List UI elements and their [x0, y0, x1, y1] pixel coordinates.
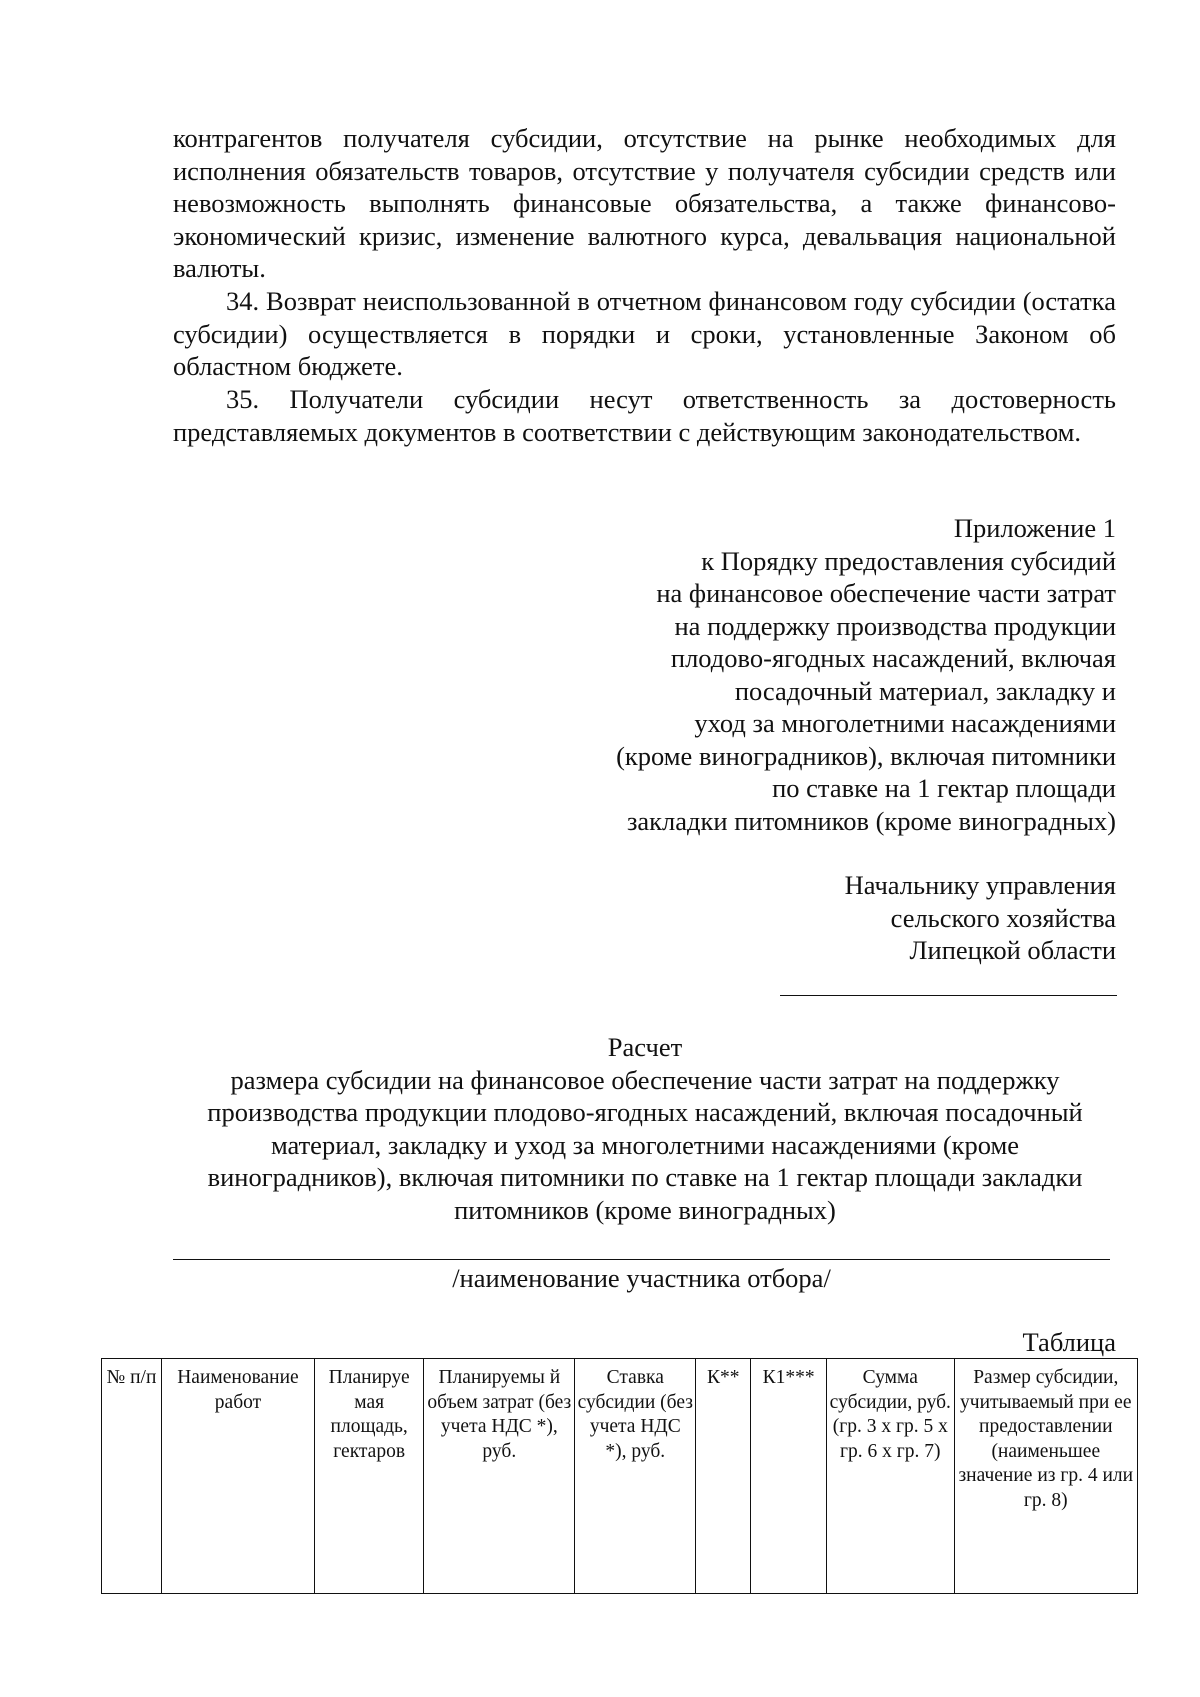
- paragraph-continuation: контрагентов получателя субсидии, отсутствие на рынке необходимых для исполнения обязательств товаров, отсутствие у получателя субсидии средств или невозможность выполнять финансовые обязательства, а также финансово-экономический кризис, изменение валютного курса, девальвация национальной валюты.: [173, 123, 1116, 283]
- header-cell-number: № п/п: [102, 1359, 162, 1594]
- header-cell-subsidy-sum: Сумма субсидии, руб. (гр. 3 х гр. 5 х гр. 6 х гр. 7): [827, 1359, 955, 1594]
- appendix-line: по ставке на 1 гектар площади: [772, 773, 1116, 803]
- addressee-block: [416, 869, 1116, 967]
- table-label: Таблица: [1022, 1327, 1116, 1357]
- addressee-line: Липецкой области: [909, 935, 1116, 965]
- header-cell-k: К**: [696, 1359, 751, 1594]
- header-cell-planned-area: Планируе мая площадь, гектаров: [314, 1359, 424, 1594]
- appendix-line: плодово-ягодных насаждений, включая: [670, 643, 1116, 673]
- appendix-header: [416, 512, 1116, 837]
- table-header-row: [102, 1359, 1138, 1594]
- appendix-line: посадочный материал, закладку и: [734, 675, 1116, 706]
- appendix-line: Приложение 1: [953, 513, 1116, 543]
- appendix-line: на финансовое обеспечение части затрат: [656, 578, 1116, 608]
- header-cell-k1: К1***: [751, 1359, 827, 1594]
- addressee-signature-line: [780, 995, 1117, 996]
- title-line: размера субсидии на финансовое обеспечение части затрат на поддержку: [230, 1064, 1060, 1095]
- addressee-line: сельского хозяйства: [890, 902, 1116, 933]
- paragraph-35: 35. Получатели субсидии несут ответственность за достоверность представляемых документов в соответствии с действующим законодательством.: [173, 384, 1116, 447]
- title-line: питомников (кроме виноградных): [454, 1194, 836, 1225]
- paragraph-34: 34. Возврат неиспользованной в отчетном финансовом году субсидии (остатка субсидии) осуществляется в порядки и сроки, установленные Законом об областном бюджете.: [173, 286, 1116, 381]
- header-cell-subsidy-size: Размер субсидии, учитываемый при ее предоставлении (наименьшее значение из гр. 4 или гр. 8): [954, 1359, 1137, 1594]
- addressee-line: Начальнику управления: [844, 870, 1116, 900]
- appendix-line: на поддержку производства продукции: [674, 610, 1116, 641]
- appendix-line: (кроме виноградников), включая питомники: [616, 740, 1116, 771]
- calculation-title: [150, 1031, 1140, 1226]
- participant-caption: /наименование участника отбора/: [452, 1263, 831, 1293]
- title-line: виноградников), включая питомники по ставке на 1 гектар площади закладки: [207, 1162, 1083, 1192]
- participant-name-line: [173, 1259, 1110, 1260]
- calculation-table: [101, 1358, 1138, 1594]
- header-cell-subsidy-rate: Ставка субсидии (без учета НДС *), руб.: [575, 1359, 696, 1594]
- title-line: материал, закладку и уход за многолетними насаждениями (кроме: [270, 1129, 1020, 1160]
- title-line: производства продукции плодово-ягодных насаждений, включая посадочный: [207, 1097, 1083, 1127]
- appendix-line: закладки питомников (кроме виноградных): [626, 805, 1116, 836]
- header-cell-work-name: Наименование работ: [162, 1359, 315, 1594]
- appendix-line: к Порядку предоставления субсидий: [701, 545, 1116, 576]
- header-cell-planned-costs: Планируемы й объем затрат (без учета НДС *), руб.: [424, 1359, 575, 1594]
- appendix-line: уход за многолетними насаждениями: [694, 708, 1116, 738]
- title-heading: Расчет: [607, 1032, 683, 1062]
